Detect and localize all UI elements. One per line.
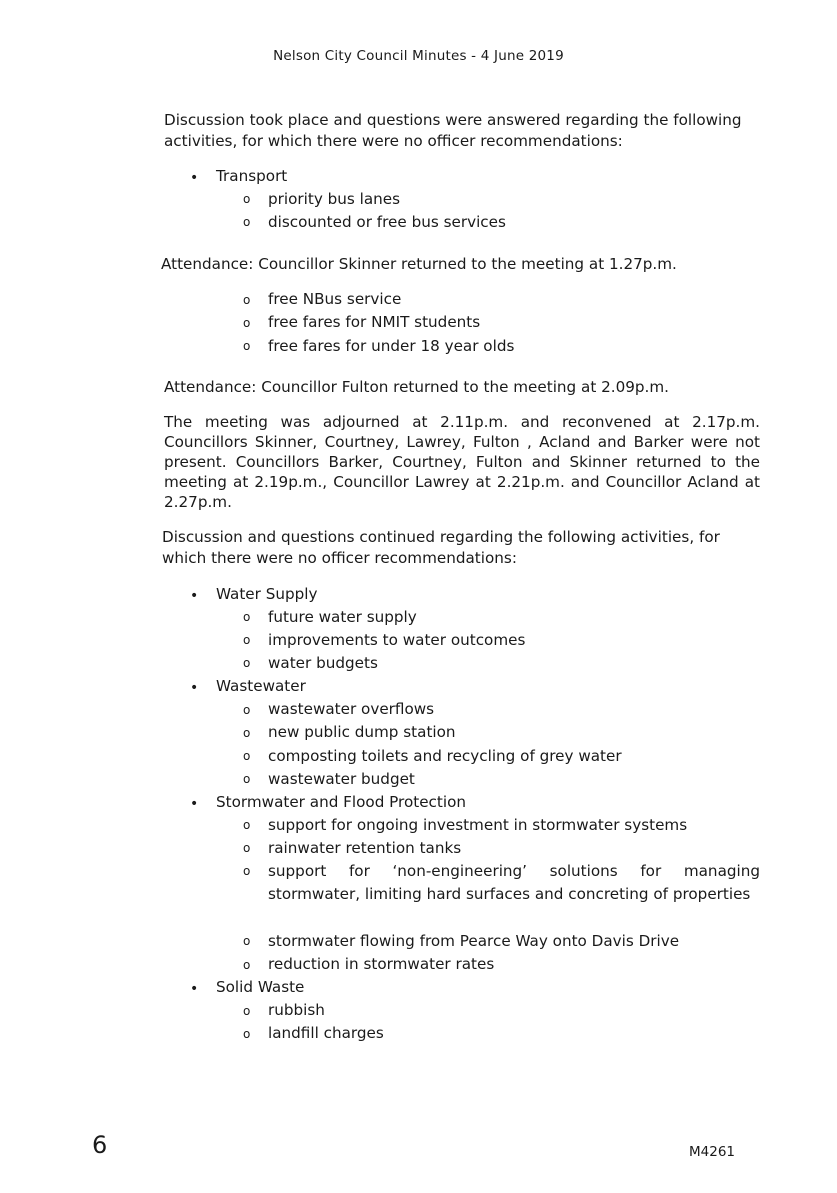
page-header: Nelson City Council Minutes - 4 June 2019 [273, 48, 564, 64]
sub-item: water budgets [268, 654, 378, 672]
attendance-note: Attendance: Councillor Skinner returned to the meeting at 1.27p.m. [161, 255, 677, 273]
adjournment-paragraph: The meeting was adjourned at 2.11p.m. and reconvened at 2.17p.m. Councillors Skinner, Courtney, Lawrey, Fulton , Acland and Barker were not present. Councillors Barker, Courtney, Fulton and Skinner returned to the meeting at 2.19p.m., Councillor Lawrey at 2.21p.m. and Councillor Acland at 2.27p.m. [164, 413, 760, 511]
sub-bullet: o [243, 864, 251, 878]
sub-bullet: o [243, 772, 251, 786]
sub-bullet: o [243, 339, 251, 353]
sub-bullet: o [243, 703, 251, 717]
sub-item: free NBus service [268, 290, 402, 308]
sub-bullet: o [243, 841, 251, 855]
sub-item: composting toilets and recycling of grey water [268, 747, 622, 765]
attendance-note: Attendance: Councillor Fulton returned to the meeting at 2.09p.m. [164, 378, 670, 396]
list-item-water-supply: Water Supply [216, 585, 318, 603]
list-item-solid-waste: Solid Waste [216, 978, 305, 996]
sub-item: improvements to water outcomes [268, 631, 526, 649]
sub-item: rainwater retention tanks [268, 839, 462, 857]
bullet: • [190, 170, 199, 186]
sub-bullet: o [243, 610, 251, 624]
sub-bullet: o [243, 633, 251, 647]
list-item-wastewater: Wastewater [216, 677, 306, 695]
sub-bullet: o [243, 1004, 251, 1018]
sub-bullet: o [243, 293, 251, 307]
bullet: • [190, 796, 199, 812]
sub-item: discounted or free bus services [268, 213, 506, 231]
bullet: • [190, 680, 199, 696]
sub-bullet: o [243, 215, 251, 229]
sub-item: wastewater overflows [268, 700, 435, 718]
sub-bullet: o [243, 934, 251, 948]
bullet: • [190, 981, 199, 997]
sub-item: future water supply [268, 608, 417, 626]
sub-bullet: o [243, 192, 251, 206]
sub-bullet: o [243, 656, 251, 670]
sub-item: rubbish [268, 1001, 325, 1019]
sub-item: free fares for under 18 year olds [268, 337, 515, 355]
sub-bullet: o [243, 726, 251, 740]
bullet: • [190, 588, 199, 604]
document-reference: M4261 [689, 1144, 736, 1160]
sub-item: free fares for NMIT students [268, 313, 481, 331]
sub-bullet: o [243, 958, 251, 972]
page-number: 6 [92, 1131, 108, 1159]
sub-item: support for ‘non-engineering’ solutions for managing stormwater, limiting hard surfaces and concreting of properties [268, 862, 760, 904]
list-item-stormwater: Stormwater and Flood Protection [216, 793, 466, 811]
sub-item: stormwater flowing from Pearce Way onto Davis Drive [268, 932, 680, 950]
sub-item: support for ongoing investment in stormwater systems [268, 816, 688, 834]
sub-item: new public dump station [268, 723, 456, 741]
sub-bullet: o [243, 316, 251, 330]
sub-bullet: o [243, 818, 251, 832]
list-item-transport: Transport [216, 167, 288, 185]
sub-item: reduction in stormwater rates [268, 955, 495, 973]
sub-bullet: o [243, 749, 251, 763]
sub-item: priority bus lanes [268, 190, 401, 208]
sub-item: wastewater budget [268, 770, 415, 788]
sub-item: landfill charges [268, 1024, 384, 1042]
sub-bullet: o [243, 1027, 251, 1041]
continued-paragraph: Discussion and questions continued regarding the following activities, for which there were no officer recommendations: [162, 528, 720, 567]
intro-paragraph: Discussion took place and questions were answered regarding the following activities, for which there were no officer recommendations: [164, 111, 742, 150]
